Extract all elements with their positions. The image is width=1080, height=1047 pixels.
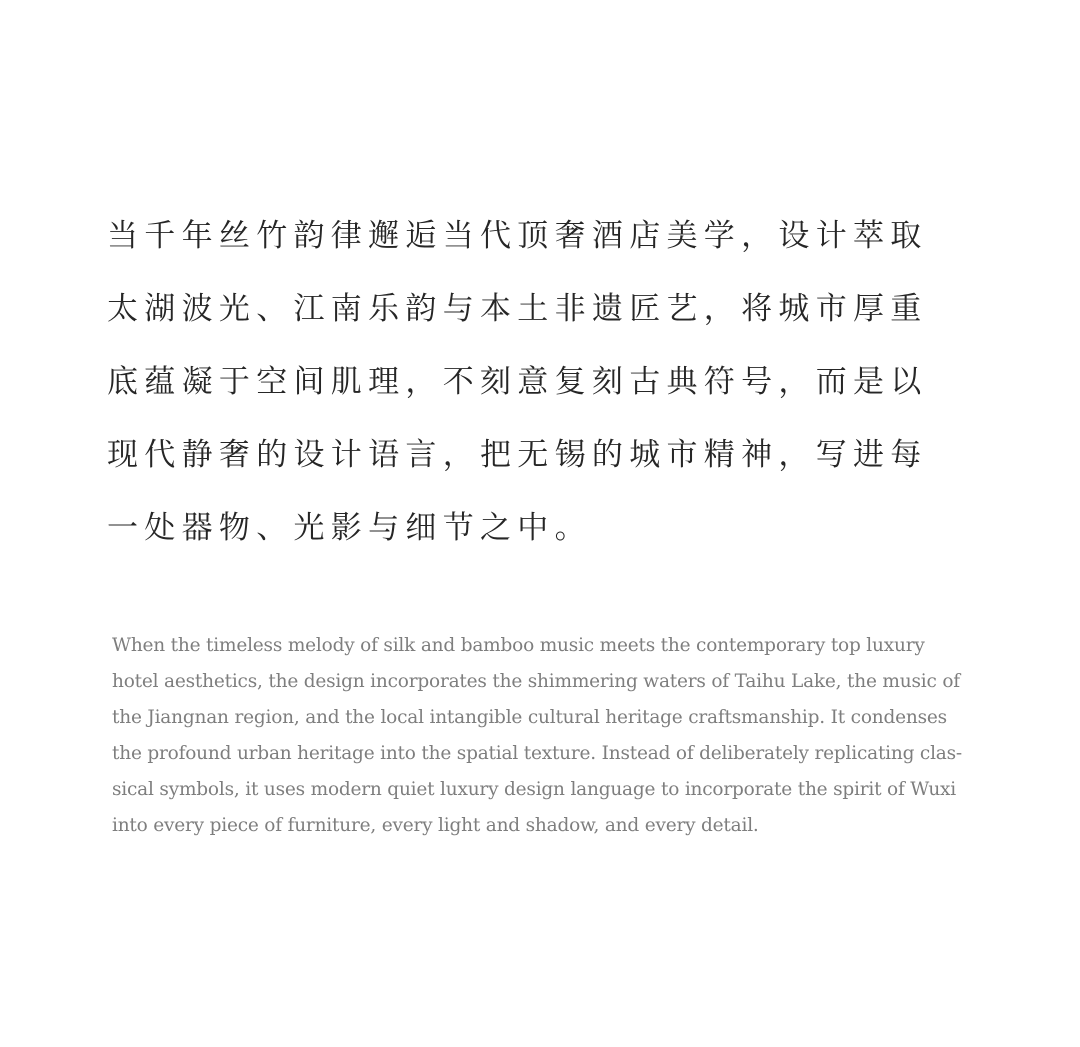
chinese-paragraph-line: 当千年丝竹韵律邂逅当代顶奢酒店美学，设计萃取 [107,218,928,254]
chinese-paragraph-line: 底蕴凝于空间肌理，不刻意复刻古典符号，而是以 [107,364,928,400]
chinese-paragraph-line: 太湖波光、江南乐韵与本土非遗匠艺，将城市厚重 [107,291,928,327]
english-paragraph-line: When the timeless melody of silk and bamboo music meets the contemporary top luxury [112,635,925,656]
english-paragraph-line: the Jiangnan region, and the local intangible cultural heritage craftsmanship. It condenses [112,707,947,728]
chinese-paragraph [107,200,967,565]
chinese-paragraph-line: 现代静奢的设计语言，把无锡的城市精神，写进每 [107,437,928,473]
english-paragraph [112,628,982,844]
english-paragraph-line: into every piece of furniture, every light and shadow, and every detail. [112,815,759,836]
english-paragraph-line: the profound urban heritage into the spatial texture. Instead of deliberately replicating clas- [112,743,962,764]
english-paragraph-line: hotel aesthetics, the design incorporates the shimmering waters of Taihu Lake, the music of [112,671,960,692]
english-paragraph-line: sical symbols, it uses modern quiet luxury design language to incorporate the spirit of Wuxi [112,779,957,800]
chinese-paragraph-line: 一处器物、光影与细节之中。 [107,510,592,546]
